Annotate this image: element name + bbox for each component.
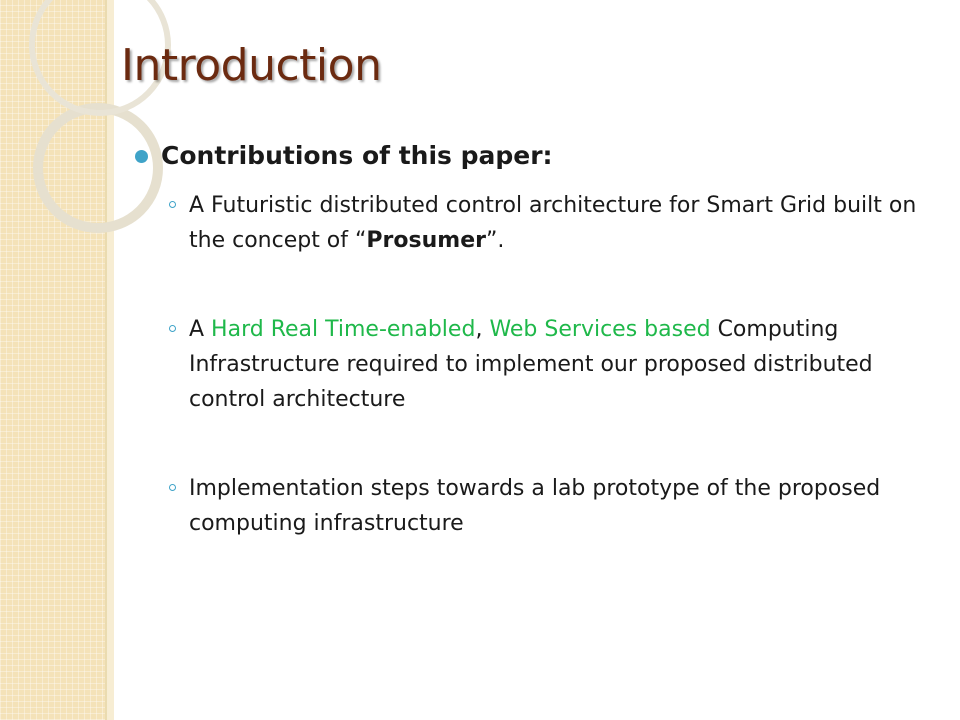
- item-text: A Futuristic distributed control architecture for Smart Grid built on the concept of “: [189, 193, 917, 253]
- bullet-ring-icon: [169, 484, 176, 491]
- slide-title: Introduction: [121, 40, 382, 91]
- item-text: Implementation steps towards a lab prototype of the proposed computing infrastructure: [189, 476, 881, 536]
- item-bold-term: Prosumer: [366, 228, 486, 253]
- contributions-heading: Contributions of this paper:: [161, 141, 553, 170]
- highlight-term: Web Services based: [489, 317, 711, 342]
- slide-content: [133, 138, 933, 595]
- highlight-term: Hard Real Time-enabled: [211, 317, 476, 342]
- bullet-ring-icon: [169, 325, 176, 332]
- item-text: Computing Infrastructure required to implement our proposed distributed control architecture: [189, 317, 873, 412]
- item-text: A: [189, 317, 212, 342]
- list-item: [161, 471, 933, 541]
- item-text-end: ”.: [485, 228, 505, 253]
- item-text: ,: [475, 317, 490, 342]
- bullet-ring-icon: [169, 201, 176, 208]
- sub-bullet-list: [133, 188, 933, 541]
- bullet-dot-icon: [135, 150, 148, 163]
- main-bullet: [133, 138, 933, 174]
- list-item: [161, 188, 933, 258]
- list-item: [161, 312, 933, 417]
